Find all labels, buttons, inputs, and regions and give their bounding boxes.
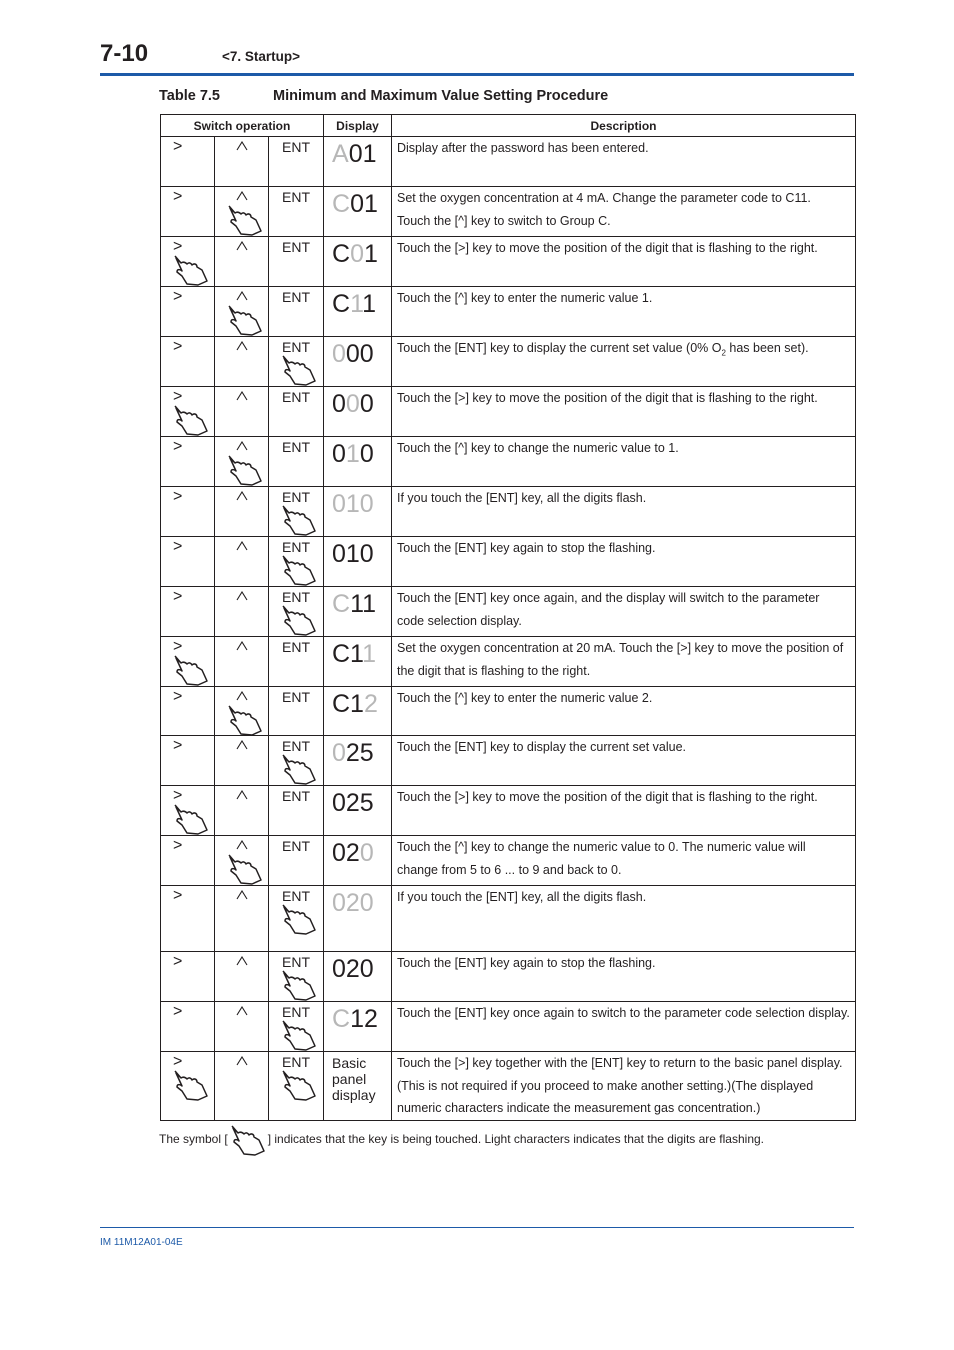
up-key-label [215,190,268,204]
display-digits: 0 [359,440,374,468]
right-key-label: > [173,1003,183,1020]
table-row [161,387,856,437]
key-cell-ent [269,287,324,337]
flashing-digits: 0 [345,390,360,418]
display-cell [324,952,392,1002]
description-text: Touch the [^] key to change the numeric value to 0. The numeric value will change from 5 to 6 ... to 9 and back to 0. [397,840,806,877]
key-cell-ent [269,387,324,437]
key-cell-right [161,237,215,287]
display-digits: 0 [332,390,346,418]
description-text: Set the oxygen concentration at 4 mA. Change the parameter code to C11. Touch the [^] key to switch to Group C. [397,191,811,228]
key-cell-ent [269,187,324,237]
up-key-label [215,440,268,454]
touch-hand-icon [226,454,264,486]
description-text: Touch the [ENT] key to display the current set value. [397,740,687,754]
key-cell-right [161,137,215,187]
description-text: Display after the password has been entered. [397,141,649,155]
description-cell [392,287,856,337]
flashing-digits: A [332,140,349,168]
key-cell-ent [269,537,324,587]
key-cell-up [215,1052,269,1121]
up-key-label [215,789,268,803]
key-cell-ent [269,886,324,952]
description-text: Touch the [^] key to change the numeric value to 1. [397,441,679,455]
key-cell-ent [269,836,324,886]
right-key-label: > [173,588,183,605]
header-divider [100,73,854,76]
description-cell [392,137,856,187]
up-key-label [215,590,268,604]
key-cell-up [215,287,269,337]
key-cell-ent [269,337,324,387]
key-cell-right [161,387,215,437]
table-row [161,287,856,337]
ent-key-label: ENT [282,954,310,970]
key-cell-ent [269,786,324,836]
table-row [161,637,856,687]
key-cell-ent [269,637,324,687]
right-key-label: > [173,388,183,405]
ent-key-label: ENT [282,838,310,854]
key-cell-up [215,1002,269,1052]
key-cell-up [215,952,269,1002]
flashing-digits: 2 [363,690,378,718]
ent-key-label: ENT [282,738,310,754]
document-id: IM 11M12A01-04E [100,1237,183,1248]
table-row [161,237,856,287]
key-cell-up [215,637,269,687]
key-cell-ent [269,1052,324,1121]
up-key-label [215,490,268,504]
flashing-digits: 1 [345,440,360,468]
description-cell [392,952,856,1002]
display-cell [324,836,392,886]
touch-hand-icon [280,753,318,785]
description-cell [392,836,856,886]
display-cell [324,537,392,587]
flashing-digits: 1 [350,290,363,318]
touch-hand-icon [226,204,264,236]
key-cell-right [161,437,215,487]
key-cell-up [215,687,269,736]
right-key-label: > [173,837,183,854]
flashing-digits: 0 [332,739,346,767]
display-digits: C1 [332,690,364,718]
description-text: Touch the [>] key to move the position of the digit that is flashing to the right. [397,391,818,405]
description-cell [392,687,856,736]
table-row [161,487,856,537]
ent-key-label: ENT [282,1004,310,1020]
display-cell [324,786,392,836]
description-cell [392,736,856,786]
table-row [161,337,856,387]
table-row [161,437,856,487]
touch-hand-icon [280,504,318,536]
footnote [159,1124,764,1156]
description-cell [392,1002,856,1052]
description-text: Touch the [>] key to move the position of the digit that is flashing to the right. [397,790,818,804]
key-cell-right [161,287,215,337]
right-key-label: > [173,288,183,305]
display-digits: 025 [332,789,374,817]
description-text: If you touch the [ENT] key, all the digits flash. [397,890,647,904]
key-cell-right [161,187,215,237]
key-cell-ent [269,237,324,287]
description-text: Touch the [^] key to enter the numeric value 1. [397,291,653,305]
footnote-after: ] indicates that the key is being touched. Light characters indicates that the digits are flashing. [267,1132,764,1147]
flashing-digits: C [332,590,351,618]
touch-hand-icon [280,969,318,1001]
table-row [161,1052,856,1121]
display-digits: 11 [350,590,377,618]
description-text: Touch the [ENT] key again to stop the flashing. [397,956,656,970]
key-cell-up [215,487,269,537]
up-key-label [215,889,268,903]
key-cell-ent [269,437,324,487]
description-text: Touch the [ENT] key to display the current set value (0% O [397,341,722,355]
table-row [161,952,856,1002]
col-header-switch: Switch operation [161,115,324,137]
touch-hand-icon [280,554,318,586]
description-text: Touch the [^] key to enter the numeric value 2. [397,691,653,705]
description-text: Touch the [ENT] key once again, and the display will switch to the parameter code selection display. [397,591,820,628]
right-key-label: > [173,338,183,355]
up-key-label [215,640,268,654]
key-cell-up [215,187,269,237]
touch-hand-icon [226,704,264,736]
touch-hand-icon [280,604,318,636]
up-key-label [215,955,268,969]
key-cell-ent [269,587,324,637]
touch-hand-icon [280,1019,318,1051]
ent-key-label: ENT [282,389,310,405]
touch-hand-icon [172,254,210,286]
description-text: Touch the [ENT] key once again to switch to the parameter code selection display. [397,1006,850,1020]
display-cell [324,437,392,487]
ent-key-label: ENT [282,439,310,455]
table-row [161,537,856,587]
right-key-label: > [173,188,183,205]
display-cell [324,687,392,736]
table-row [161,687,856,736]
right-key-label: > [173,438,183,455]
page-number: 7-10 [100,40,149,67]
key-cell-right [161,1002,215,1052]
up-key-label [215,690,268,704]
table-row [161,786,856,836]
description-cell [392,187,856,237]
display-digits: 12 [350,1005,378,1033]
key-cell-ent [269,952,324,1002]
right-key-label: > [173,538,183,555]
key-cell-up [215,836,269,886]
touch-hand-icon [226,853,264,885]
right-key-label: > [173,488,183,505]
description-cell [392,637,856,687]
display-digits: 020 [332,955,374,983]
right-key-label: > [173,737,183,754]
display-digits: C [332,290,351,318]
key-cell-ent [269,736,324,786]
section-title: <7. Startup> [222,49,301,64]
table-row [161,187,856,237]
table-row [161,1002,856,1052]
up-key-label [215,1055,268,1069]
ent-key-label: ENT [282,539,310,555]
description-text: Set the oxygen concentration at 20 mA. Touch the [>] key to move the position of the digit that is flashing to the right. [397,641,844,678]
key-cell-right [161,337,215,387]
description-cell [392,487,856,537]
display-cell [324,237,392,287]
flashing-digits: 1 [362,640,377,668]
description-text: Touch the [ENT] key again to stop the flashing. [397,541,656,555]
display-cell [324,187,392,237]
display-cell [324,387,392,437]
key-cell-up [215,886,269,952]
table-header-row [161,115,856,137]
up-key-label [215,540,268,554]
display-digits: 010 [332,540,374,568]
right-key-label: > [173,953,183,970]
ent-key-label: ENT [282,289,310,305]
ent-key-label: ENT [282,788,310,804]
description-tail: has been set). [725,341,809,355]
up-key-label [215,140,268,154]
display-cell [324,1002,392,1052]
right-key-label: > [173,887,183,904]
description-cell [392,587,856,637]
footer-divider [100,1227,854,1228]
flashing-digits: 0 [350,240,364,268]
flashing-digits: 010 [332,490,374,518]
table-row [161,587,856,637]
key-cell-right [161,736,215,786]
flashing-digits: 020 [332,889,374,917]
key-cell-right [161,952,215,1002]
key-cell-up [215,337,269,387]
touch-hand-icon [172,1069,210,1101]
display-cell [324,736,392,786]
display-cell [324,637,392,687]
ent-key-label: ENT [282,1054,310,1070]
key-cell-right [161,836,215,886]
footnote-before: The symbol [ [159,1132,228,1147]
up-key-label [215,739,268,753]
procedure-table [160,114,856,1121]
display-digits: C1 [332,640,363,668]
key-cell-up [215,437,269,487]
display-digits: 01 [348,140,377,168]
flashing-digits: 0 [332,340,346,368]
flashing-digits: C [332,1005,351,1033]
key-cell-right [161,1052,215,1121]
table-row [161,137,856,187]
description-text: Touch the [>] key together with the [ENT] key to return to the basic panel display. (This is not required if you proceed to make another setting.)(The displayed numeric characters indicate the measurement gas concentration.) [397,1056,843,1115]
touch-hand-icon [172,654,210,686]
up-key-label [215,240,268,254]
right-key-label: > [173,787,183,804]
description-cell [392,337,856,387]
key-cell-right [161,687,215,736]
description-text: If you touch the [ENT] key, all the digits flash. [397,491,647,505]
display-digits: 0 [332,440,346,468]
ent-key-label: ENT [282,639,310,655]
key-cell-up [215,137,269,187]
subscript: 2 [721,348,726,358]
description-cell [392,537,856,587]
right-key-label: > [173,1053,183,1070]
description-cell [392,237,856,287]
display-cell [324,886,392,952]
up-key-label [215,340,268,354]
description-cell [392,786,856,836]
display-digits: 25 [345,739,374,767]
col-header-display: Display [324,115,392,137]
display-digits: 00 [345,340,374,368]
display-cell [324,487,392,537]
up-key-label [215,1005,268,1019]
display-digits: 0 [359,390,374,418]
touch-hand-icon [280,354,318,386]
display-digits: 1 [362,290,377,318]
display-digits: 1 [363,240,378,268]
touch-hand-icon [172,803,210,835]
table-title: Minimum and Maximum Value Setting Procedure [273,88,609,104]
touch-hand-icon [226,304,264,336]
up-key-label [215,290,268,304]
display-digits: 01 [350,190,378,218]
ent-key-label: ENT [282,239,310,255]
key-cell-up [215,736,269,786]
ent-key-label: ENT [282,189,310,205]
right-key-label: > [173,138,183,155]
key-cell-ent [269,1002,324,1052]
right-key-label: > [173,638,183,655]
description-cell [392,387,856,437]
touch-hand-icon [280,903,318,935]
key-cell-right [161,886,215,952]
display-digits: C [332,240,351,268]
key-cell-ent [269,687,324,736]
touch-hand-icon [229,1124,267,1156]
ent-key-label: ENT [282,888,310,904]
ent-key-label: ENT [282,489,310,505]
description-text: Touch the [>] key to move the position of the digit that is flashing to the right. [397,241,818,255]
right-key-label: > [173,238,183,255]
key-cell-right [161,637,215,687]
key-cell-up [215,387,269,437]
key-cell-right [161,537,215,587]
touch-hand-icon [280,1069,318,1101]
description-cell [392,1052,856,1121]
display-cell [324,337,392,387]
table-row [161,886,856,952]
ent-key-label: ENT [282,139,310,155]
display-cell [324,587,392,637]
up-key-label [215,390,268,404]
display-cell [324,137,392,187]
key-cell-up [215,537,269,587]
display-digits: 02 [332,839,360,867]
key-cell-right [161,587,215,637]
table-label: Table 7.5 [159,88,220,104]
key-cell-ent [269,137,324,187]
col-header-description: Description [392,115,856,137]
display-cell: Basic panel display [324,1052,392,1121]
ent-key-label: ENT [282,589,310,605]
right-key-label: > [173,688,183,705]
table-row [161,836,856,886]
ent-key-label: ENT [282,339,310,355]
key-cell-up [215,237,269,287]
key-cell-right [161,487,215,537]
key-cell-right [161,786,215,836]
description-cell [392,437,856,487]
description-cell [392,886,856,952]
ent-key-label: ENT [282,689,310,705]
key-cell-ent [269,487,324,537]
flashing-digits: 0 [359,839,374,867]
key-cell-up [215,587,269,637]
touch-hand-icon [172,404,210,436]
display-cell [324,287,392,337]
up-key-label [215,839,268,853]
flashing-digits: C [332,190,351,218]
key-cell-up [215,786,269,836]
table-row [161,736,856,786]
